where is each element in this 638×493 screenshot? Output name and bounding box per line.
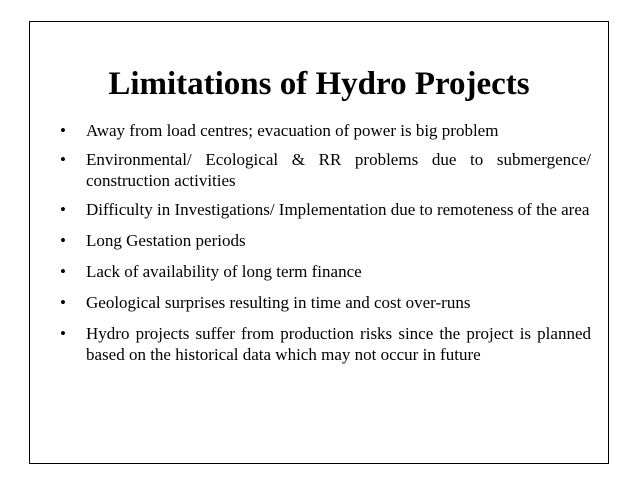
bullet-dot-icon: • (60, 231, 66, 250)
bullet-item-geological (60, 292, 591, 313)
bullet-text: Lack of availability of long term finance (86, 262, 362, 281)
bullet-text: Away from load centres; evacuation of power is big problem (86, 121, 499, 140)
bullet-item-production-risks (60, 323, 591, 365)
bullet-dot-icon: • (60, 150, 66, 169)
bullet-dot-icon: • (60, 293, 66, 312)
bullet-item-finance (60, 261, 591, 282)
bullet-text: Geological surprises resulting in time and cost over-runs (86, 293, 471, 312)
bullet-text: Long Gestation periods (86, 231, 246, 250)
bullet-text: Hydro projects suffer from production risks since the project is planned based on the historical data which may not occur in future (86, 324, 591, 364)
bullet-item-environmental (60, 149, 591, 191)
bullet-text: Environmental/ Ecological & RR problems due to submergence/ construction activities (86, 150, 591, 190)
slide-title: Limitations of Hydro Projects (108, 66, 530, 102)
bullet-item-gestation (60, 230, 591, 251)
bullet-list (60, 120, 591, 373)
bullet-text: Difficulty in Investigations/ Implementation due to remoteness of the area (86, 200, 590, 219)
bullet-item-investigations (60, 199, 591, 220)
bullet-dot-icon: • (60, 200, 66, 219)
bullet-item-load-centres (60, 120, 591, 141)
bullet-dot-icon: • (60, 121, 66, 140)
bullet-dot-icon: • (60, 262, 66, 281)
bullet-dot-icon: • (60, 324, 66, 343)
